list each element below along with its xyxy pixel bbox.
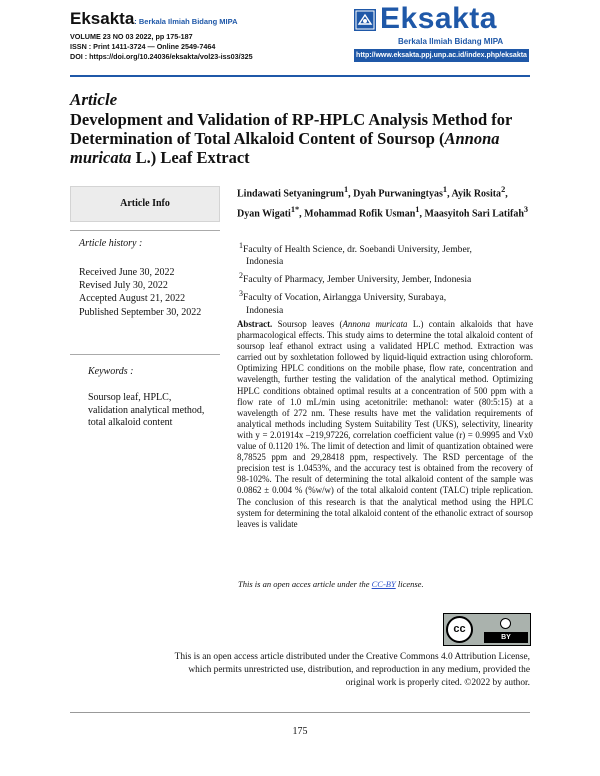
keywords-text: Soursop leaf, HPLC, validation analytical method, total alkaloid content: [88, 392, 205, 428]
abstract-text: Soursop leaves (: [272, 319, 343, 329]
open-access-text: This is an open acces article under the: [238, 579, 372, 589]
journal-subtitle: : Berkala Ilmiah Bidang MIPA: [134, 17, 238, 26]
logo-subtitle: Berkala Ilmiah Bidang MIPA: [398, 37, 504, 46]
journal-name: [70, 9, 238, 29]
affiliation-list: [239, 240, 533, 319]
cc-by-link[interactable]: CC-BY: [371, 579, 396, 589]
author-sup: 3: [523, 205, 529, 215]
abstract-label: Abstract.: [237, 319, 273, 329]
sidebar-divider: [70, 354, 220, 355]
affiliation-sup: 2: [239, 271, 243, 281]
page-number: 175: [292, 726, 308, 737]
author-list: [237, 182, 533, 223]
author-sup: 1: [343, 185, 349, 194]
title-species: Annona muricata: [70, 129, 500, 167]
license-line: original work is properly cited. ©2022 by author.: [345, 678, 530, 689]
affiliation-country: Indonesia: [246, 304, 284, 316]
affiliation-text: Faculty of Pharmacy, Jember University, Jember, Indonesia: [243, 274, 472, 286]
author-sup: 1: [442, 185, 448, 194]
article-history: [79, 266, 201, 319]
history-received: Received June 30, 2022: [79, 267, 175, 278]
affiliation-sup: 3: [239, 289, 243, 299]
author: , Maasyitoh Sari Latifah: [419, 208, 524, 220]
history-published: Published September 30, 2022: [79, 306, 202, 318]
by-label: BY: [484, 632, 528, 643]
history-accepted: Accepted August 21, 2022: [79, 293, 186, 305]
footer-divider: [70, 712, 530, 713]
affiliation-item: [239, 288, 533, 316]
header-divider: [70, 75, 530, 77]
affiliation-sup: 1: [239, 241, 243, 250]
open-access-text: license.: [395, 579, 424, 589]
author-sup: 2: [501, 185, 506, 194]
volume-line: VOLUME 23 NO 03 2022, pp 175-187: [70, 32, 193, 41]
title-part-2: L.) Leaf Extract: [131, 148, 250, 167]
author: , Mohammad Rofik Usman: [299, 208, 416, 220]
article-title: [70, 110, 535, 167]
author: Lindawati Setyaningrum: [237, 188, 344, 200]
author: , Ayik Rosita: [447, 188, 502, 200]
history-label: Article history :: [79, 238, 143, 249]
logo-title: Eksakta: [380, 2, 497, 35]
cc-icon: cc: [446, 616, 473, 643]
article-info-heading: Article Info: [70, 186, 220, 222]
cc-by-badge[interactable]: [443, 613, 531, 646]
by-icon: [482, 616, 528, 643]
doi-line[interactable]: DOI : https://doi.org/10.24036/eksakta/vol23-iss03/325: [70, 52, 253, 61]
affiliation-item: [239, 270, 533, 286]
abstract-text: L.) contain alkaloids that have pharmacological effects. This study aims to determine the total alkaloid content of soursop leaf ethanol extract using a validated HPLC method. Extraction was carried out by soxhletation followed by liquid-liquid extraction using chloroform. Optimizing HPLC conditions on the mobile phase, flow rate, concentration and wavelength, further testing the validation of the analytical method. Optimizing HPLC conditions obtained optimal results at a concentration of 500 ppm with a flow rate of 1.0 mL/min using acetonitrile: methanol: water (80:5:15) at a wavelength of 272 nm. These results have met the validation requirements of analytical methods including System Suitability Test (UKS), selectivity, linearity with y = 2.01914x –219,97226, correlation coefficient value (r) = 0.9995 and Vx0 value of 0.1120 1%. The limit of detection and limit of quantization obtained were 8,78525 ppm and 29,28418 ppm, respectively. The RSD percentage of the precision test is 1.0453%, and the accuracy test is obtained from the recovery of 98-102%. The result of determining the total alkaloid content of the sample was 0.0862 ± 0.004 % (%w/w) of the total alkaloid content (TALC) triple replication. The conclusion of this research is that the analytical method using the HPLC system for determining the total alkaloid content of the ethanolic extract of soursop leaves is validate: [237, 319, 534, 529]
affiliation-country: Indonesia: [246, 256, 284, 268]
license-statement: [100, 651, 530, 691]
sidebar-divider: [70, 230, 220, 231]
author-sup: 1*: [290, 205, 300, 215]
person-icon: [500, 618, 511, 629]
affiliation-text: Faculty of Health Science, dr. Soebandi University, Jember,: [243, 244, 472, 256]
keywords-label: Keywords :: [88, 366, 134, 377]
affiliation-text: Faculty of Vocation, Airlangga University, Surabaya,: [243, 292, 447, 304]
history-revised: Revised July 30, 2022: [79, 280, 168, 292]
author-sup: 1: [415, 205, 420, 215]
article-type: Article: [70, 90, 118, 109]
affiliation-item: [239, 240, 533, 268]
abstract: [237, 319, 533, 530]
license-line: which permits unrestricted use, distribution, and reproduction in any medium, provided the: [188, 665, 530, 676]
license-line: This is an open access article distributed under the Creative Commons 4.0 Attribution License,: [174, 652, 530, 662]
abstract-species: Annona muricata: [342, 319, 408, 329]
title-part-1: Development and Validation of RP-HPLC Analysis Method for Determination of Total Alkaloid Content of Soursop (: [70, 110, 513, 148]
open-access-note: [238, 579, 424, 589]
journal-logo-icon: [354, 9, 376, 31]
journal-url-link[interactable]: http://www.eksakta.ppj.unp.ac.id/index.php/eksakta: [354, 49, 529, 62]
issn-line: ISSN : Print 1411-3724 — Online 2549-7464: [70, 42, 216, 51]
author: , Dyah Purwaningtyas: [348, 188, 443, 200]
journal-name-text: Eksakta: [70, 9, 135, 28]
author: , Dyan Wigati: [237, 188, 508, 220]
